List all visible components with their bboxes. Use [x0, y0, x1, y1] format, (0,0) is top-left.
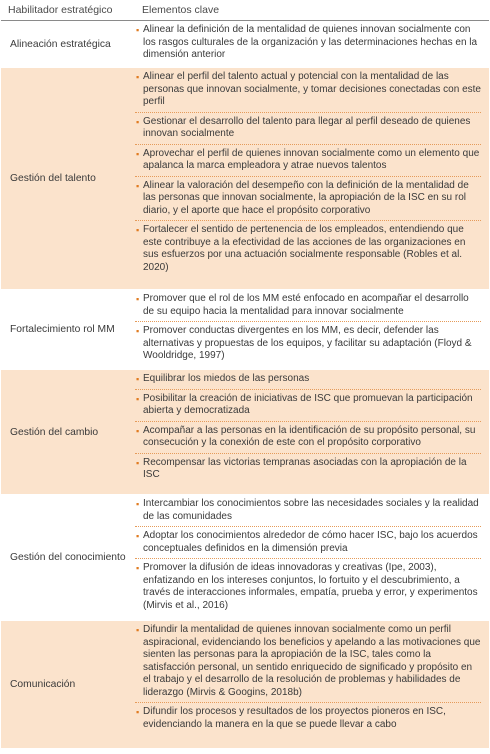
key-elements-cell: [135, 495, 489, 620]
item-text: Alinear la valoración del desempeño con la definición de la mentalidad de las personas que innovan socialmente, la apropiación de la ISC en su rol diario, y el aporte que hace el propósito corporativo: [143, 179, 469, 216]
bullet-dot-icon: ▪: [136, 499, 140, 509]
bullet-dot-icon: ▪: [136, 180, 140, 191]
bullet-dot-icon: ▪: [136, 148, 140, 159]
list-item: [135, 389, 481, 421]
bullet-dot-icon: ▪: [136, 374, 140, 384]
enabler-cell: [1, 495, 135, 620]
item-text: Equilibrar los miedos de las personas: [143, 373, 310, 384]
bullet-dot-icon: ▪: [136, 393, 140, 404]
list-item: [135, 321, 481, 366]
list-item: [135, 68, 481, 112]
bullet-dot-icon: ▪: [136, 457, 140, 468]
section-comunicacion: [1, 621, 489, 749]
bullet-dot-icon: ▪: [136, 326, 140, 336]
bullet-dot-icon: ▪: [136, 707, 140, 717]
item-text: Promover la difusión de ideas innovadoras y creativas (Ipe, 2003), enfatizando en los intereses conjuntos, lo fortuito y el descubrimiento, a través de interacciones informales, empatía, prueba y error, y experimentos (Mirvis et al., 2016): [143, 562, 478, 611]
strategic-enablers-table: [1, 0, 489, 749]
enabler-cell: [1, 290, 135, 369]
bullet-dot-icon: ▪: [136, 563, 140, 573]
key-elements-cell: [135, 621, 489, 748]
enabler-label: Gestión del conocimiento: [10, 552, 126, 563]
item-text: Recompensar las victorias tempranas asociadas con la apropiación de la ISC: [143, 456, 467, 480]
item-text: Difundir la mentalidad de quienes innovan socialmente como un perfil aspiracional, evidenciando los beneficios y apelando a las motivaciones que sienten las personas para la apropiación de la ISC, tales como la satisfacción personal, un sentido enriquecido de significado y propósito en el trabajo y el desarrollo de la resolución de problemas y habilidades de liderazgo (Mirvis & Googins, 2018b): [143, 624, 481, 698]
key-elements-cell: [135, 21, 489, 67]
list-item: [135, 702, 481, 734]
list-item: [135, 495, 481, 526]
section-cambio: [1, 370, 489, 495]
bullet-dot-icon: ▪: [136, 116, 140, 127]
list-item: [135, 220, 481, 277]
list-item: [135, 21, 481, 65]
bullet-dot-icon: ▪: [136, 625, 140, 635]
bullet-dot-icon: ▪: [136, 225, 140, 235]
enabler-label: Gestión del talento: [10, 173, 96, 184]
item-text: Acompañar a las personas en la identificación de su propósito personal, su consecución y la conexión de este con el propósito corporativo: [143, 424, 476, 448]
item-text: Posibilitar la creación de iniciativas de ISC que promuevan la participación abierta y democratizada: [143, 392, 473, 416]
item-text: Aprovechar el perfil de quienes innovan socialmente como un elemento que apalanca la marca empleadora y atrae nuevos talentos: [143, 147, 480, 171]
enabler-cell: [1, 370, 135, 494]
list-item: [135, 290, 481, 321]
list-item: [135, 112, 481, 144]
key-elements-cell: [135, 290, 489, 369]
item-text: Promover conductas divergentes en los MM, es decir, defender las alternativas y propuestas de los equipos, y facilitar su adaptación (Floyd & Wooldridge, 1997): [143, 325, 472, 361]
item-text: Promover que el rol de los MM esté enfocado en acompañar el desarrollo de su equipo hacia la mentalidad para innovar socialmente: [143, 293, 469, 317]
enabler-label: Gestión del cambio: [10, 426, 99, 438]
item-text: Adoptar los conocimientos alrededor de cómo hacer ISC, bajo los acuerdos conceptuales definidos en la dimensión previa: [143, 530, 478, 554]
section-alineacion: [1, 21, 489, 68]
list-item: [135, 558, 481, 615]
item-text: Intercambiar los conocimientos sobre las necesidades sociales y la realidad de las comunidades: [143, 498, 479, 522]
bullet-dot-icon: ▪: [136, 25, 140, 35]
enabler-cell: [1, 21, 135, 67]
enabler-cell: [1, 68, 135, 289]
bullet-dot-icon: ▪: [136, 425, 140, 436]
key-elements-cell: [135, 370, 489, 494]
header-enabler: Habilitador estratégico: [8, 4, 113, 16]
section-conocimiento: [1, 495, 489, 621]
list-item: [135, 421, 481, 453]
enabler-label: Alineación estratégica: [10, 38, 111, 50]
section-rol-mm: [1, 290, 489, 370]
bullet-dot-icon: ▪: [136, 531, 140, 541]
item-text: Fortalecer el sentido de pertenencia de los empleados, entendiendo que este contribuye a la efectividad de las acciones de las organizaciones en sus esfuerzos por una actuación socialmente responsable (Robles et al. 2020): [143, 224, 466, 273]
list-item: [135, 453, 481, 485]
list-item: [135, 370, 481, 389]
table-header-row: [1, 0, 489, 21]
bullet-dot-icon: ▪: [136, 72, 140, 82]
enabler-label: Comunicación: [10, 679, 76, 690]
enabler-label: Fortalecimiento rol MM: [10, 324, 115, 335]
key-elements-cell: [135, 68, 489, 289]
list-item: [135, 621, 481, 702]
list-item: [135, 144, 481, 176]
item-text: Difundir los procesos y resultados de los proyectos pioneros en ISC, evidenciando la manera en la que se puede llevar a cabo: [143, 706, 446, 730]
bullet-dot-icon: ▪: [136, 294, 140, 304]
item-text: Alinear el perfil del talento actual y potencial con la mentalidad de las personas que innovan socialmente, y tomar decisiones conectadas con este perfil: [143, 71, 481, 107]
list-item: [135, 176, 481, 221]
item-text: Gestionar el desarrollo del talento para llegar al perfil deseado de quienes innovan socialmente: [143, 115, 471, 139]
section-talento: [1, 68, 489, 290]
list-item: [135, 526, 481, 558]
header-key-elements: Elementos clave: [142, 4, 220, 16]
enabler-cell: [1, 621, 135, 748]
item-text: Alinear la definición de la mentalidad de quienes innovan socialmente con los rasgos culturales de la organización y las determinaciones hechas en la dimensión anterior: [143, 24, 478, 60]
